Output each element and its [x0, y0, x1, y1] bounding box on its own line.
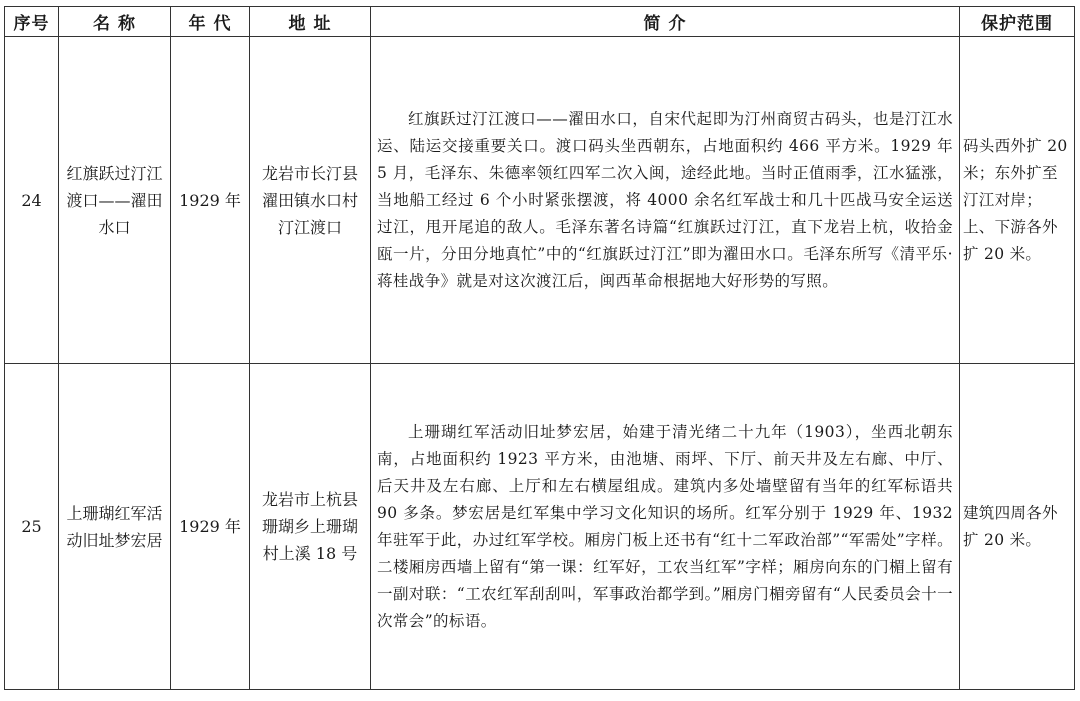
cell-intro	[371, 364, 960, 690]
header-intro: 简 介	[371, 7, 960, 37]
intro-text: 上珊瑚红军活动旧址梦宏居，始建于清光绪二十九年（1903），坐西北朝东南，占地面积约 1923 平方米，由池塘、雨坪、下厅、前天井及左右廊、中厅、后天井及左右廊、上厅和左右横屋组成。建筑内多处墙壁留有当年的红军标语共 90 多条。梦宏居是红军集中学习文化知识的场所。红军分别于 1929 年、1932 年驻军于此，办过红军学校。厢房门板上还书有“红十二军政治部”“军需处”字样。二楼厢房西墙上留有“第一课：红军好，工农当红军”字样；厢房向东的门楣上留有一副对联：“工农红军刮刮叫，军事政治都学到。”厢房门楣旁留有“人民委员会十一次常会”的标语。	[377, 422, 953, 630]
cell-scope: 码头西外扩 20 米；东外扩至汀江对岸；上、下游各外扩 20 米。	[960, 37, 1075, 364]
header-scope: 保护范围	[960, 7, 1075, 37]
cell-intro	[371, 37, 960, 364]
cell-no: 24	[5, 37, 59, 364]
cell-address: 龙岩市上杭县珊瑚乡上珊瑚村上溪 18 号	[250, 364, 371, 690]
cell-no: 25	[5, 364, 59, 690]
header-no: 序号	[5, 7, 59, 37]
cell-era: 1929 年	[171, 364, 250, 690]
table-row	[5, 37, 1075, 364]
cell-scope: 建筑四周各外扩 20 米。	[960, 364, 1075, 690]
heritage-table	[4, 6, 1075, 690]
header-era: 年 代	[171, 7, 250, 37]
cell-name: 红旗跃过汀江渡口——濯田水口	[59, 37, 171, 364]
table-row	[5, 364, 1075, 690]
intro-text: 红旗跃过汀江渡口——濯田水口，自宋代起即为汀州商贸古码头，也是汀江水运、陆运交接重要关口。渡口码头坐西朝东，占地面积约 466 平方米。1929 年 5 月，毛泽东、朱德率领红四军二次入闽，途经此地。当时正值雨季，江水猛涨，当地船工经过 6 个小时紧张摆渡，将 4000 余名红军战士和几十匹战马安全运送过江，甩开尾追的敌人。毛泽东著名诗篇“红旗跃过汀江，直下龙岩上杭，收拾金瓯一片，分田分地真忙”中的“红旗跃过汀江”即为濯田水口。毛泽东所写《清平乐·蒋桂战争》就是对这次渡江后，闽西革命根据地大好形势的写照。	[377, 109, 953, 290]
table-header-row	[5, 7, 1075, 37]
header-name: 名 称	[59, 7, 171, 37]
cell-era: 1929 年	[171, 37, 250, 364]
cell-address: 龙岩市长汀县濯田镇水口村汀江渡口	[250, 37, 371, 364]
cell-name: 上珊瑚红军活动旧址梦宏居	[59, 364, 171, 690]
header-address: 地 址	[250, 7, 371, 37]
